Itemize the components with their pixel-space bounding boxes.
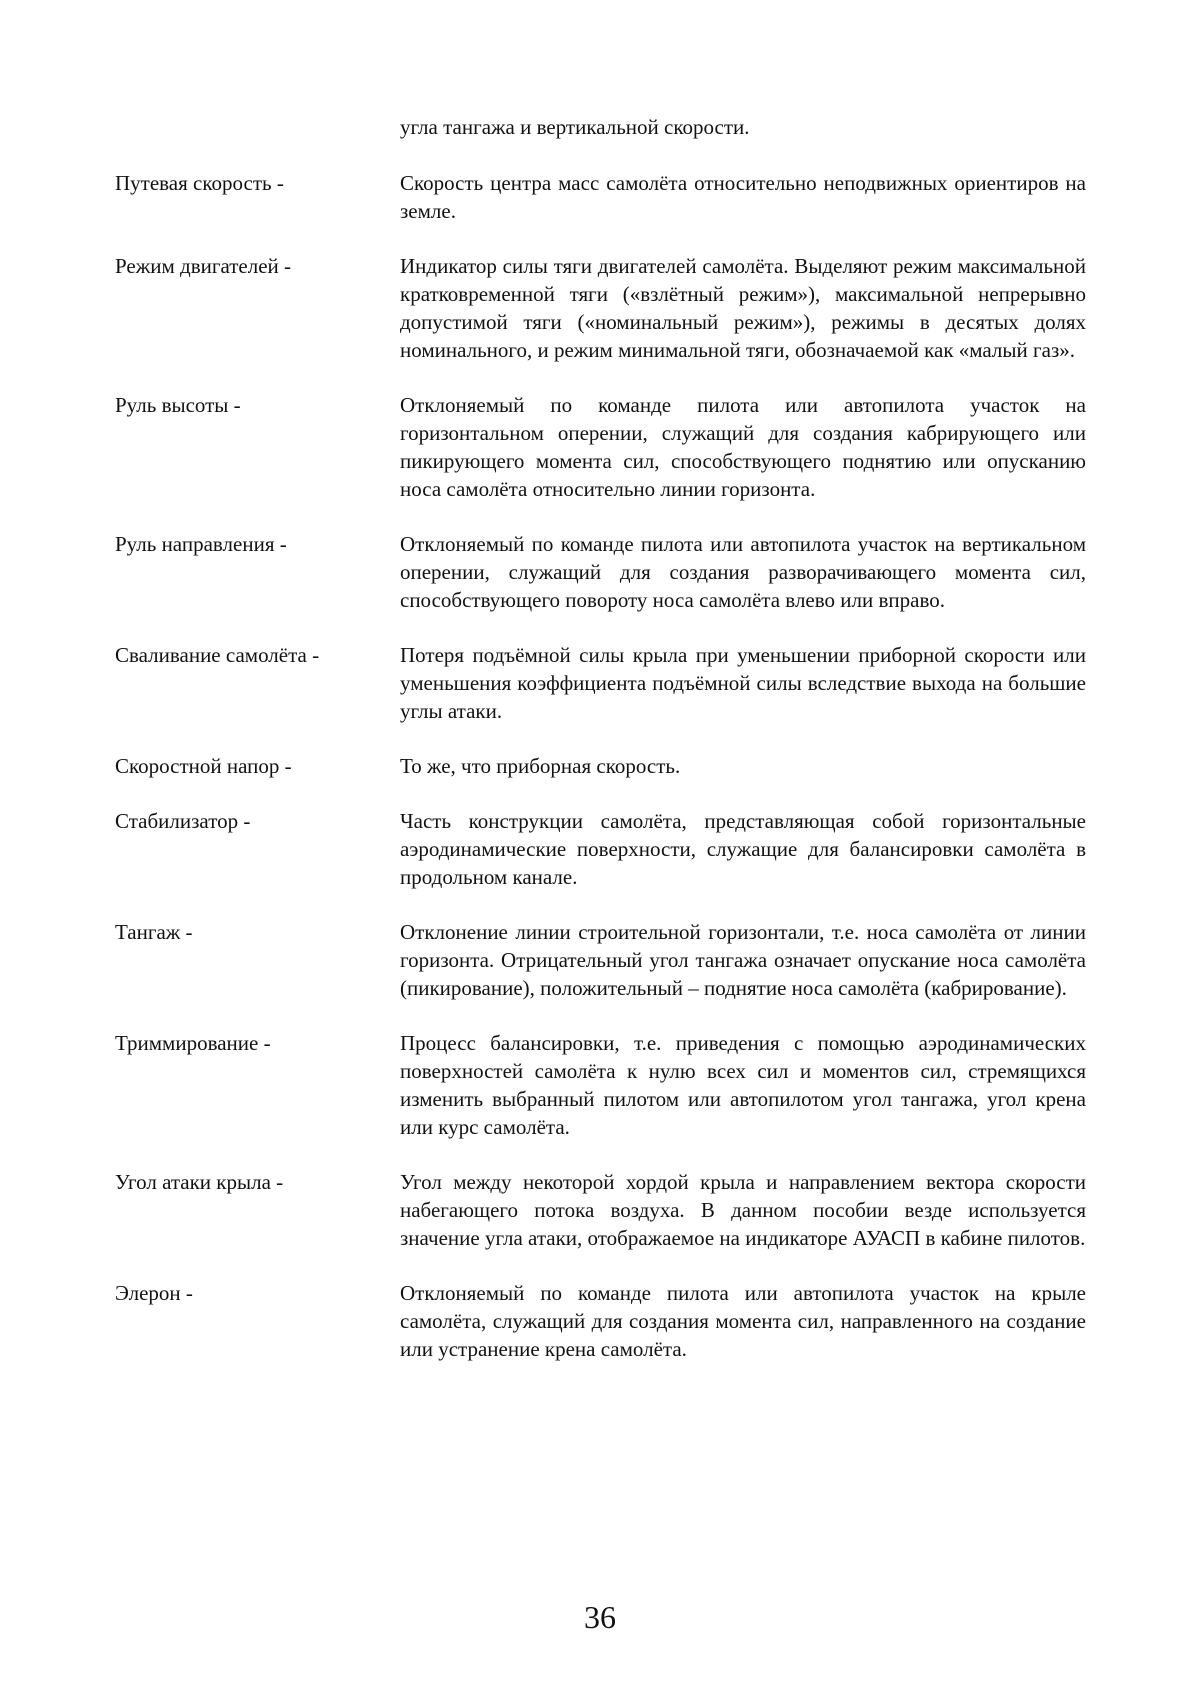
glossary-entry: [115, 252, 1086, 364]
continuation-text: угла тангажа и вертикальной скорости.: [400, 115, 750, 139]
glossary-term: Элерон -: [115, 1281, 193, 1305]
glossary-definition: Отклоняемый по команде пилота или автопилота участок на крыле самолёта, служащий для создания момента сил, направленного на создание или устранение крена самолёта.: [400, 1281, 1086, 1361]
glossary-definition: Угол между некоторой хордой крыла и направлением вектора скорости набегающего потока воздуха. В данном пособии везде используется значение угла атаки, отображаемое на индикаторе АУАСП в кабине пилотов.: [400, 1170, 1086, 1250]
glossary-entry: [115, 641, 1086, 725]
glossary-term: Путевая скорость -: [115, 171, 284, 195]
glossary-term: Режим двигателей -: [115, 254, 292, 278]
glossary-term: Скоростной напор -: [115, 754, 292, 778]
glossary-entry: [115, 169, 1086, 225]
glossary-definition: Скорость центра масс самолёта относительно неподвижных ориентиров на земле.: [400, 171, 1086, 223]
glossary-definition: Процесс балансировки, т.е. приведения с помощью аэродинамических поверхностей самолёта к нулю всех сил и моментов сил, стремящихся изменить выбранный пилотом или автопилотом угол тангажа, угол крена или курс самолёта.: [400, 1031, 1086, 1139]
glossary-entry: [115, 1279, 1086, 1363]
glossary-term: Угол атаки крыла -: [115, 1170, 284, 1194]
glossary-definition: Индикатор силы тяги двигателей самолёта. Выделяют режим максимальной кратковременной тяги («взлётный режим»), максимальной непрерывно допустимой тяги («номинальный режим»), режимы в десятых долях номинального, и режим минимальной тяги, обозначаемой как «малый газ».: [400, 254, 1086, 362]
glossary-term: Руль направления -: [115, 532, 287, 556]
glossary-list: [115, 169, 1086, 1390]
glossary-entry: [115, 918, 1086, 1002]
glossary-term: Тангаж -: [115, 920, 193, 944]
glossary-entry: [115, 752, 1086, 780]
glossary-definition: Отклонение линии строительной горизонтали, т.е. носа самолёта от линии горизонта. Отрицательный угол тангажа означает опускание носа самолёта (пикирование), положительный – поднятие носа самолёта (кабрирование).: [400, 920, 1086, 1000]
glossary-definition: Отклоняемый по команде пилота или автопилота участок на горизонтальном оперении, служащий для создания кабрирующего или пикирующего момента сил, способствующего поднятию или опусканию носа самолёта относительно линии горизонта.: [400, 393, 1086, 501]
glossary-term: Стабилизатор -: [115, 809, 251, 833]
glossary-entry: [115, 391, 1086, 503]
glossary-term: Руль высоты -: [115, 393, 241, 417]
glossary-definition: Часть конструкции самолёта, представляющая собой горизонтальные аэродинамические поверхности, служащие для балансировки самолёта в продольном канале.: [400, 809, 1086, 889]
glossary-definition: Отклоняемый по команде пилота или автопилота участок на вертикальном оперении, служащий для создания разворачивающего момента сил, способствующего повороту носа самолёта влево или вправо.: [400, 532, 1086, 612]
glossary-term: Сваливание самолёта -: [115, 643, 320, 667]
glossary-term: Триммирование -: [115, 1031, 271, 1055]
glossary-entry: [115, 1168, 1086, 1252]
glossary-definition: Потеря подъёмной силы крыла при уменьшении приборной скорости или уменьшения коэффициента подъёмной силы вследствие выхода на большие углы атаки.: [400, 643, 1086, 723]
glossary-entry: [115, 1029, 1086, 1141]
page-number: 36: [584, 1599, 616, 1635]
glossary-entry: [115, 807, 1086, 891]
glossary-definition: То же, что приборная скорость.: [400, 754, 681, 778]
glossary-entry: [115, 530, 1086, 614]
